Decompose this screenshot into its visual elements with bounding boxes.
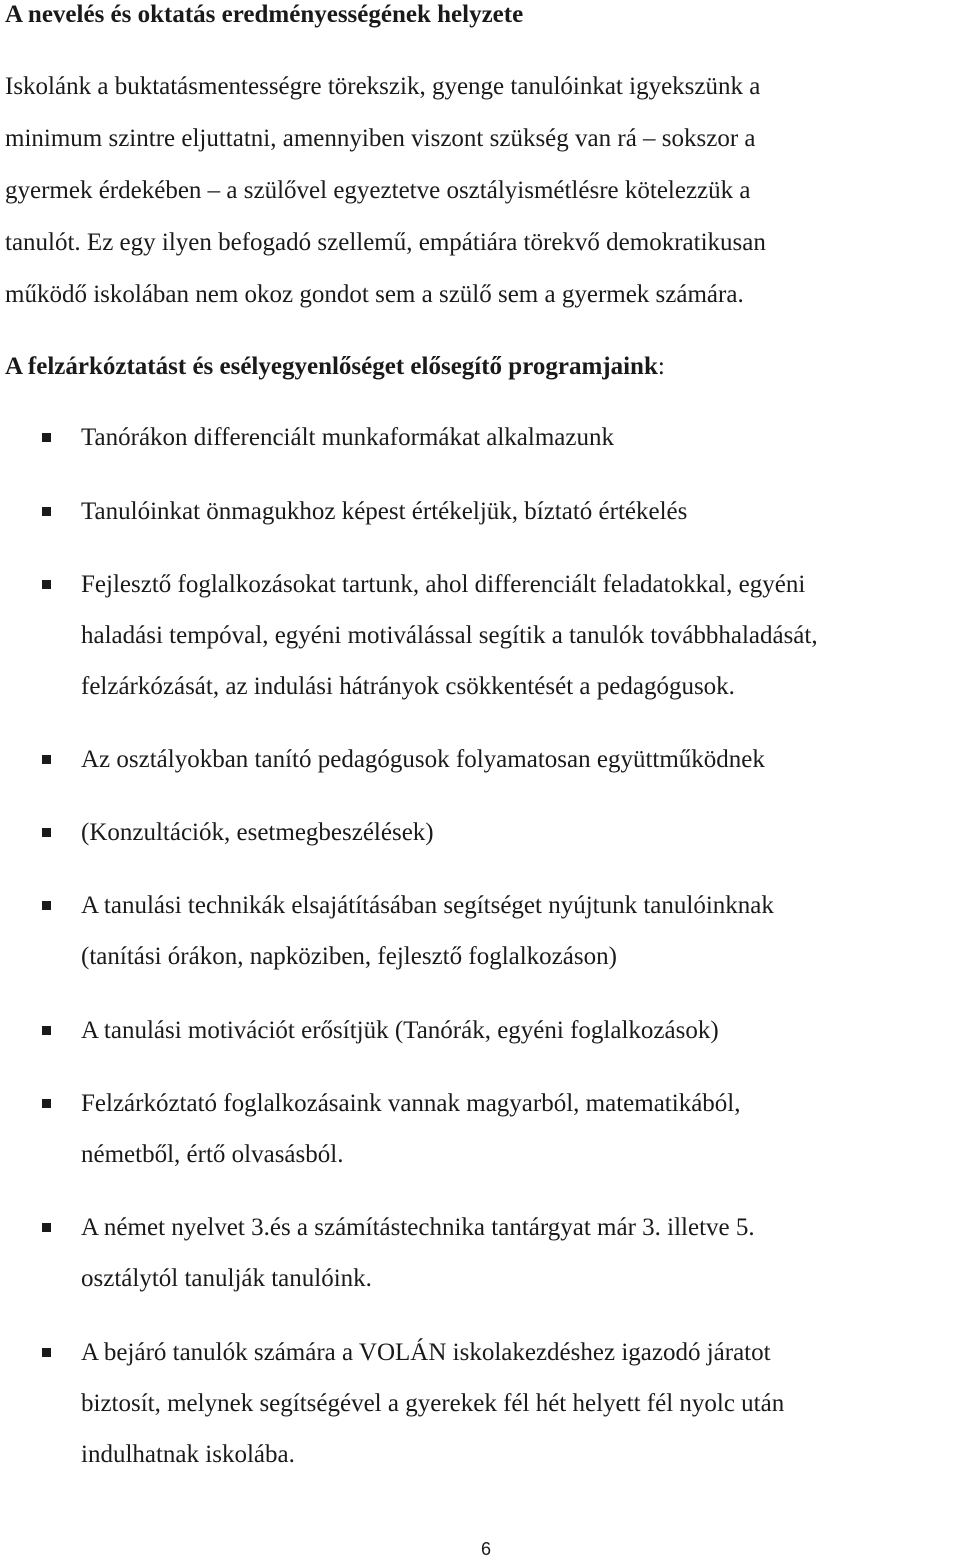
list-item-line: felzárkózását, az indulási hátrányok csökkentését a pedagógusok. (81, 673, 735, 700)
square-bullet-icon (42, 1223, 51, 1232)
square-bullet-icon (42, 755, 51, 764)
square-bullet-icon (42, 1026, 51, 1035)
list-item-line: A tanulási motivációt erősítjük (Tanórák, egyéni foglalkozások) (81, 1017, 719, 1044)
square-bullet-icon (42, 901, 51, 910)
paragraph-line: Iskolánk a buktatásmentességre törekszik, gyenge tanulóinkat igyekszünk a (5, 73, 761, 100)
programs-subheading (5, 341, 665, 393)
list-item-line: Az osztályokban tanító pedagógusok folyamatosan együttműködnek (81, 746, 765, 773)
list-item-text (81, 559, 818, 712)
square-bullet-icon (42, 828, 51, 837)
list-item-text (81, 412, 614, 463)
list-item-text (81, 1202, 755, 1304)
page-number: 6 (481, 1539, 492, 1559)
list-item-line: Felzárkóztató foglalkozásaink vannak magyarból, matematikából, (81, 1090, 741, 1117)
list-item-line: A tanulási technikák elsajátításában segítséget nyújtunk tanulóinknak (81, 892, 774, 919)
list-item-line: Tanulóinkat önmagukhoz képest értékeljük, bíztató értékelés (81, 498, 688, 525)
list-item-text (81, 486, 687, 537)
square-bullet-icon (42, 1099, 51, 1108)
intro-paragraph (5, 61, 957, 321)
square-bullet-icon (42, 1348, 51, 1357)
square-bullet-icon (42, 580, 51, 589)
list-item-line: németből, értő olvasásból. (81, 1141, 344, 1168)
list-item-line: haladási tempóval, egyéni motiválással segítik a tanulók továbbhaladását, (81, 622, 818, 649)
list-item-line: A bejáró tanulók számára a VOLÁN iskolakezdéshez igazodó járatot (81, 1339, 771, 1366)
list-item-text (81, 1078, 741, 1180)
square-bullet-icon (42, 507, 51, 516)
list-item-text (81, 734, 765, 785)
list-item-line: (Konzultációk, esetmegbeszélések) (81, 819, 434, 846)
list-item-text (81, 1327, 784, 1480)
list-item-line: osztálytól tanulják tanulóink. (81, 1265, 372, 1292)
paragraph-line: gyermek érdekében – a szülővel egyeztetve osztályismétlésre kötelezzük a (5, 177, 751, 204)
list-item-line: indulhatnak iskolába. (81, 1441, 295, 1468)
list-item-text (81, 807, 434, 858)
list-item-line: Tanórákon differenciált munkaformákat alkalmazunk (81, 424, 614, 451)
paragraph-line: minimum szintre eljuttatni, amennyiben viszont szükség van rá – sokszor a (5, 125, 756, 152)
list-item-line: Fejlesztő foglalkozásokat tartunk, ahol differenciált feladatokkal, egyéni (81, 571, 806, 598)
subheading-suffix: : (657, 353, 665, 380)
subheading-bold-text: A felzárkóztatást és esélyegyenlőséget elősegítő programjaink (5, 353, 658, 380)
list-item-line: A német nyelvet 3.és a számítástechnika tantárgyat már 3. illetve 5. (81, 1214, 755, 1241)
list-item-line: biztosít, melynek segítségével a gyerekek fél hét helyett fél nyolc után (81, 1390, 785, 1417)
square-bullet-icon (42, 433, 51, 442)
list-item-text (81, 1005, 719, 1056)
paragraph-line: tanulót. Ez egy ilyen befogadó szellemű, empátiára törekvő demokratikusan (5, 229, 766, 256)
section-heading: A nevelés és oktatás eredményességének helyzete (5, 1, 524, 28)
list-item-text (81, 880, 774, 982)
list-item-line: (tanítási órákon, napköziben, fejlesztő foglalkozáson) (81, 943, 617, 970)
paragraph-line: működő iskolában nem okoz gondot sem a szülő sem a gyermek számára. (5, 281, 744, 308)
